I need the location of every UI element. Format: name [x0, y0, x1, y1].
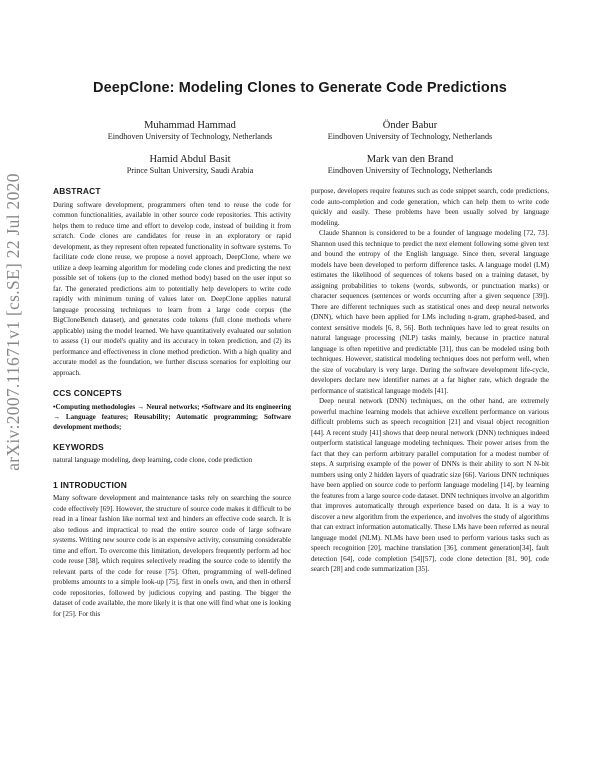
left-column: [53, 186, 291, 619]
keywords-heading: KEYWORDS: [53, 441, 104, 452]
author-name: Mark van den Brand: [366, 154, 454, 165]
abstract-text: During software development, programmers often tend to reuse the code for common functionalities, available in other source code repositories. This activity helps them to reduce time and effort to develop code, instead of building it from scratch. Code clones are candidates for reuse in an exploratory or rapid development, as they represent often repeated functionality in software systems. To facilitate code clone reuse, we propose a novel approach, DeepClone, where we utilize a deep learning algorithm for modeling code clones and predicting the next possible set of tokens (up to the cloned method body) based on the user input so far. The generated predictions aim to potentially help developers to write code rapidly with minimum tuning of values later on. DeepClone applies natural language processing techniques to learn from a large code corpus (the BigCloneBench dataset), and generates code tokens (full clone methods where applicable) using the model learned. We have quantitatively evaluated our solution to assess (1) our model's quality and its accuracy in token prediction, and (2) its performance and effectiveness in clone method prediction. With a high quality and accurate model as the foundation, we further discuss scenarios for exploiting our approach.: [53, 200, 291, 377]
author-name: Önder Babur: [382, 120, 438, 131]
keywords-text: natural language modeling, deep learning, code clone, code prediction: [53, 456, 253, 464]
arxiv-identifier: arXiv:2007.11671v1 [cs.SE] 22 Jul 2020: [3, 173, 23, 471]
author-name: Muhammad Hammad: [144, 120, 236, 131]
body-paragraph: Deep neural network (DNN) techniques, on the other hand, are extremely powerful machine learning models that achieve excellent performance on various difficult problems such as speech recognition [21] and visual object recognition [44]. A recent study [41] shows that deep neural network (DNN) techniques indeed outperform statistical language modeling techniques. Their power arises from the fact that they can perform arbitrary parallel computation for a modest number of steps. A surprising example of the power of DNNs is their ability to sort N N-bit numbers using only 2 hidden layers of quadratic size [66]. Various DNN techniques have been applied on source code to perform language modeling [14], by learning the features from a large source code dataset. DNN techniques involve an algorithm that improves automatically through experience based on data. It is a way to discover a new algorithm from the experience, and involves the study of algorithms that can extract information automatically. These LMs have been referred as neural language model (NLM). NLMs have been used to perform various tasks such as speech recognition [20], machine translation [36], comment generation[34], fault detection [64], code completion [54][57], code clone detection [81, 90], code search [28] and code summarization [35].: [311, 397, 550, 573]
body-paragraph: purpose, developers require features such as code snippet search, code predictions, code auto-completion and code generation, which can help them to write code quickly and easily. These problems have been usually solved by language modeling.: [311, 187, 549, 227]
author-affiliation: Eindhoven University of Technology, Netherlands: [107, 132, 273, 141]
right-column: [311, 186, 549, 575]
author-affiliation: Prince Sultan University, Saudi Arabia: [126, 166, 254, 175]
introduction-text: Many software development and maintenance tasks rely on searching the source code effectively [69]. However, the structure of source code makes it difficult to be read in a linear fashion like normal text and hinders an effective code search. It is also tedious and impractical to read the entire source code of large software systems. Writing new source code is an expensive activity, consuming considerable time and effort. To overcome this limitation, developers frequently perform ad hoc code reuse [38], which requires selectively reading the source code to identify the relevant parts of the code for reuse [75]. Often, programming of well-defined problems amounts to a simple look-up [75], first in oneÍs own, and then in othersÍ code repositories, followed by judicious copying and pasting. The bigger the dataset of code available, the more likely it is that one will find what one is looking for [25]. For this: [53, 494, 291, 618]
author-affiliation: Eindhoven University of Technology, Netherlands: [327, 132, 493, 141]
author-name: Hamid Abdul Basit: [149, 154, 231, 165]
author-block: [70, 154, 310, 176]
author-block: [290, 154, 530, 176]
ccs-text: •Computing methodologies → Neural networks; •Software and its engineering → Language features; Reusability; Automatic programming; Software development methods;: [53, 402, 291, 431]
ccs-heading: CCS CONCEPTS: [53, 388, 122, 398]
author-affiliation: Eindhoven University of Technology, Netherlands: [327, 166, 493, 175]
paper-title: DeepClone: Modeling Clones to Generate Code Predictions: [93, 80, 507, 96]
author-block: [70, 120, 310, 142]
introduction-heading: 1 INTRODUCTION: [53, 479, 127, 490]
author-block: [290, 120, 530, 142]
body-paragraph: Claude Shannon is considered to be a founder of language modeling [72, 73]. Shannon used this technique to predict the next element following some given text and bound the entropy of the English language. Since then, several language models have been developed to perform difference tasks. A language model (LM) estimates the likelihood of sequences of tokens based on a training dataset, by assigning probabilities to tokens (words, subwords, or punctuation marks) or character sequences (sentences or words occurring after a given sequence [39]). There are different techniques such as statistical ones and deep neural networks (DNN), which have been applied for LMs including n-gram, graphed-based, and context sensitive models [6, 8, 56]. Both techniques have led to great results on natural language processing (NLP) tasks mainly, because in practice natural language is often repetitive and predictable [31], thus can be modeled using both techniques. However, statistical modeling techniques does not perform well, when the size of vocabulary is very large. During the software development life-cycle, developers declare new identifier names at a far higher rate, which degrade the performance of statistical language models [41].: [311, 229, 549, 395]
abstract-heading: ABSTRACT: [53, 186, 101, 196]
